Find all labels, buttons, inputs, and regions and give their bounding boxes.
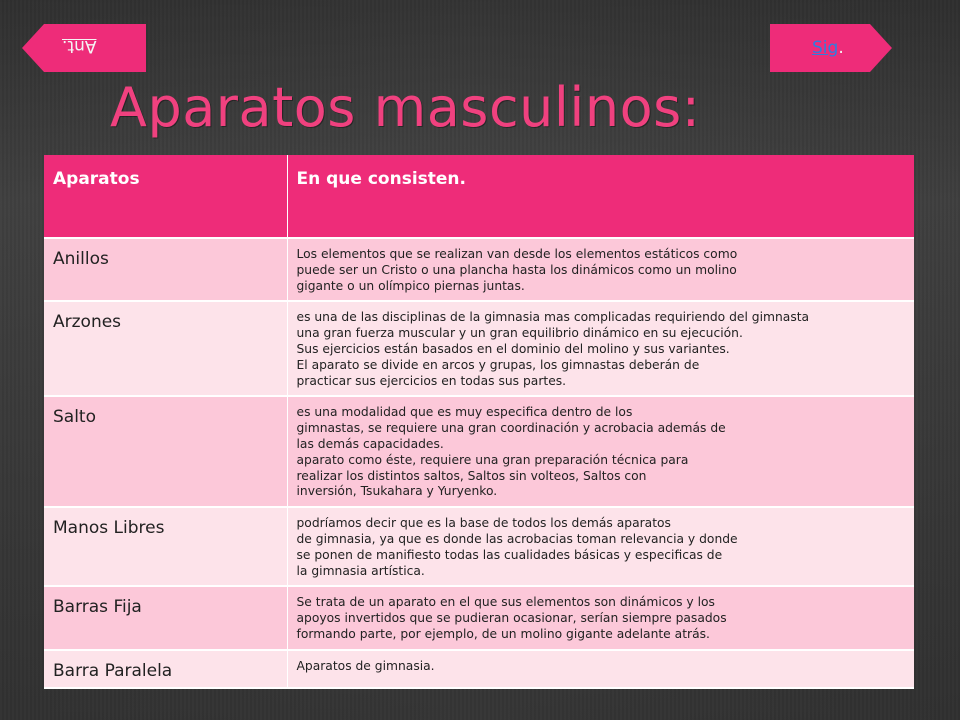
- apparatus-name: Anillos: [44, 238, 287, 301]
- table-row: [44, 650, 914, 688]
- apparatus-name: Manos Libres: [44, 507, 287, 586]
- apparatus-table-container: [44, 155, 914, 720]
- apparatus-description: [287, 301, 914, 396]
- description-line: inversión, Tsukahara y Yuryenko.: [296, 484, 498, 499]
- description-line: Se trata de un aparato en el que sus elementos son dinámicos y los: [296, 595, 715, 610]
- description-line: gigante o un olímpico piernas juntas.: [296, 278, 525, 293]
- apparatus-name: Barras Fija: [44, 586, 287, 649]
- apparatus-name: Barra Paralela: [44, 650, 287, 688]
- description-line: practicar sus ejercicios en todas sus partes.: [296, 373, 567, 388]
- table-body: [44, 238, 914, 688]
- previous-slide-button[interactable]: [22, 20, 148, 76]
- previous-label[interactable]: [62, 36, 96, 56]
- description-line: Los elementos que se realizan van desde los elementos estáticos como: [296, 247, 738, 261]
- next-label-dot: .: [838, 38, 844, 58]
- description-line: puede ser un Cristo o una plancha hasta los dinámicos como un molino: [296, 262, 737, 277]
- apparatus-table: [44, 155, 914, 689]
- table-row: [44, 507, 914, 586]
- column-header-description: En que consisten.: [287, 155, 914, 238]
- description-line: las demás capacidades.: [296, 436, 444, 451]
- description-line: podríamos decir que es la base de todos los demás aparatos: [296, 516, 671, 531]
- apparatus-description: [287, 396, 914, 507]
- description-line: la gimnasia artística.: [296, 563, 425, 578]
- apparatus-name: Arzones: [44, 301, 287, 396]
- description-line: formando parte, por ejemplo, de un molino gigante adelante atrás.: [296, 626, 710, 641]
- description-line: una gran fuerza muscular y un gran equilibrio dinámico en su ejecución.: [296, 326, 743, 341]
- description-line: es una modalidad que es muy especifica dentro de los: [296, 405, 633, 420]
- table-row: [44, 238, 914, 301]
- description-line: apoyos invertidos que se pudieran ocasionar, serían siempre pasados: [296, 611, 727, 626]
- description-line: es una de las disciplinas de la gimnasia mas complicadas requiriendo del gimnasta: [296, 310, 810, 325]
- next-label[interactable]: [812, 38, 844, 58]
- description-line: de gimnasia, ya que es donde las acrobacias toman relevancia y donde: [296, 531, 738, 546]
- description-line: realizar los distintos saltos, Saltos sin volteos, Saltos con: [296, 468, 647, 483]
- description-line: Sus ejercicios están basados en el dominio del molino y sus variantes.: [296, 341, 730, 356]
- description-line: El aparato se divide en arcos y grupas, los gimnastas deberán de: [296, 357, 700, 372]
- next-slide-button[interactable]: [768, 20, 894, 76]
- table-header-row: [44, 155, 914, 238]
- next-link[interactable]: Sig: [812, 38, 839, 58]
- apparatus-description: [287, 650, 914, 688]
- description-line: se ponen de manifiesto todas las cualidades básicas y especificas de: [296, 547, 723, 562]
- description-line: gimnastas, se requiere una gran coordinación y acrobacia además de: [296, 421, 726, 436]
- table-row: [44, 396, 914, 507]
- description-line: aparato como éste, requiere una gran preparación técnica para: [296, 452, 689, 467]
- apparatus-name: Salto: [44, 396, 287, 507]
- slide-title: Aparatos masculinos:: [110, 76, 701, 139]
- apparatus-description: [287, 507, 914, 586]
- table-row: [44, 586, 914, 649]
- column-header-apparatus: Aparatos: [44, 155, 287, 238]
- description-line: Aparatos de gimnasia.: [296, 658, 435, 673]
- previous-label-text: Ant: [67, 36, 97, 56]
- table-row: [44, 301, 914, 396]
- apparatus-description: [287, 238, 914, 301]
- previous-label-dot: .: [62, 36, 68, 56]
- apparatus-description: [287, 586, 914, 649]
